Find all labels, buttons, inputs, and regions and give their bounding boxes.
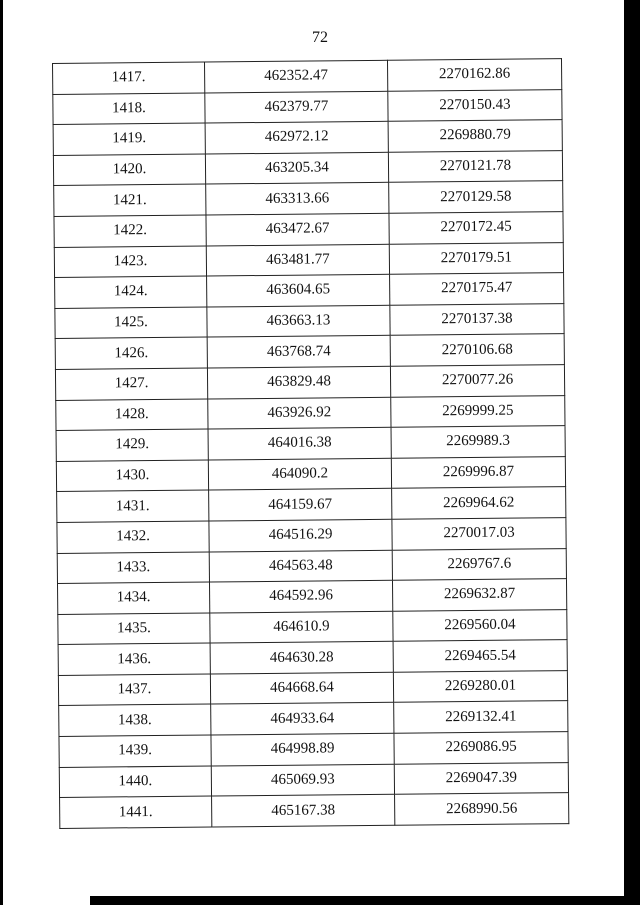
y-coordinate-cell: 2269767.6 <box>392 548 566 580</box>
point-number-cell: 1429. <box>56 429 208 461</box>
table-row <box>59 762 568 797</box>
x-coordinate-cell: 463313.66 <box>206 183 389 215</box>
x-coordinate-cell: 463205.34 <box>205 152 388 184</box>
y-coordinate-cell: 2270162.86 <box>387 59 561 91</box>
point-number-cell: 1433. <box>57 552 209 584</box>
point-number-cell: 1424. <box>55 276 207 308</box>
table-row <box>53 150 562 185</box>
y-coordinate-cell: 2269996.87 <box>391 456 565 488</box>
table-row <box>55 334 564 369</box>
x-coordinate-cell: 464159.67 <box>209 489 392 521</box>
point-number-cell: 1432. <box>57 521 209 553</box>
y-coordinate-cell: 2270121.78 <box>388 150 562 182</box>
point-number-cell: 1437. <box>58 674 210 706</box>
point-number-cell: 1423. <box>54 246 206 278</box>
y-coordinate-cell: 2269047.39 <box>394 762 568 794</box>
x-coordinate-cell: 463481.77 <box>206 244 389 276</box>
y-coordinate-cell: 2269999.25 <box>391 395 565 427</box>
x-coordinate-cell: 464090.2 <box>208 458 391 490</box>
y-coordinate-cell: 2270175.47 <box>390 273 564 305</box>
scan-edge-right-top <box>630 0 640 30</box>
x-coordinate-cell: 464998.89 <box>211 733 394 765</box>
point-number-cell: 1425. <box>55 307 207 339</box>
table-row <box>58 670 567 705</box>
x-coordinate-cell: 464933.64 <box>211 703 394 735</box>
table-row <box>56 426 565 461</box>
point-number-cell: 1418. <box>53 93 205 125</box>
x-coordinate-cell: 464630.28 <box>210 642 393 674</box>
table-row <box>57 487 566 522</box>
y-coordinate-cell: 2270017.03 <box>392 517 566 549</box>
y-coordinate-cell: 2269086.95 <box>394 732 568 764</box>
point-number-cell: 1417. <box>53 62 205 94</box>
point-number-cell: 1439. <box>59 735 211 767</box>
scan-edge-bottom <box>90 896 624 905</box>
table-row <box>57 548 566 583</box>
y-coordinate-cell: 2269560.04 <box>393 609 567 641</box>
scan-edge-right <box>624 0 640 905</box>
y-coordinate-cell: 2270137.38 <box>390 303 564 335</box>
point-number-cell: 1419. <box>53 123 205 155</box>
y-coordinate-cell: 2270077.26 <box>390 365 564 397</box>
table-row <box>53 89 562 124</box>
y-coordinate-cell: 2269280.01 <box>393 670 567 702</box>
scan-edge-left <box>0 0 3 905</box>
point-number-cell: 1435. <box>58 613 210 645</box>
table-row <box>53 59 562 94</box>
x-coordinate-cell: 463472.67 <box>206 213 389 245</box>
point-number-cell: 1420. <box>53 154 205 186</box>
table-row <box>55 273 564 308</box>
x-coordinate-cell: 464668.64 <box>210 672 393 704</box>
point-number-cell: 1422. <box>54 215 206 247</box>
x-coordinate-cell: 463768.74 <box>207 336 390 368</box>
table-row <box>60 793 569 828</box>
coordinates-table-body <box>53 59 569 829</box>
point-number-cell: 1427. <box>55 368 207 400</box>
point-number-cell: 1436. <box>58 643 210 675</box>
x-coordinate-cell: 462379.77 <box>205 91 388 123</box>
table-row <box>53 120 562 155</box>
y-coordinate-cell: 2270106.68 <box>390 334 564 366</box>
y-coordinate-cell: 2268990.56 <box>395 793 569 825</box>
table-row <box>57 517 566 552</box>
point-number-cell: 1428. <box>56 399 208 431</box>
table-row <box>57 579 566 614</box>
table-row <box>56 395 565 430</box>
x-coordinate-cell: 463926.92 <box>208 397 391 429</box>
y-coordinate-cell: 2269632.87 <box>392 579 566 611</box>
point-number-cell: 1438. <box>59 704 211 736</box>
y-coordinate-cell: 2269964.62 <box>392 487 566 519</box>
y-coordinate-cell: 2270179.51 <box>389 242 563 274</box>
table-row <box>59 732 568 767</box>
x-coordinate-cell: 464563.48 <box>209 550 392 582</box>
table-row <box>54 181 563 216</box>
page-number: 72 <box>312 29 328 46</box>
point-number-cell: 1421. <box>54 184 206 216</box>
x-coordinate-cell: 463663.13 <box>207 305 390 337</box>
table-row <box>55 365 564 400</box>
y-coordinate-cell: 2269132.41 <box>394 701 568 733</box>
x-coordinate-cell: 462352.47 <box>204 60 387 92</box>
x-coordinate-cell: 464610.9 <box>210 611 393 643</box>
point-number-cell: 1434. <box>57 582 209 614</box>
y-coordinate-cell: 2270172.45 <box>389 212 563 244</box>
point-number-cell: 1430. <box>56 460 208 492</box>
point-number-cell: 1441. <box>60 796 212 828</box>
y-coordinate-cell: 2269989.3 <box>391 426 565 458</box>
point-number-cell: 1431. <box>57 490 209 522</box>
y-coordinate-cell: 2270129.58 <box>389 181 563 213</box>
x-coordinate-cell: 465069.93 <box>211 764 394 796</box>
x-coordinate-cell: 465167.38 <box>212 794 395 826</box>
coordinates-table <box>52 58 569 829</box>
y-coordinate-cell: 2270150.43 <box>388 89 562 121</box>
x-coordinate-cell: 464516.29 <box>209 519 392 551</box>
table-row <box>59 701 568 736</box>
table-row <box>58 640 567 675</box>
point-number-cell: 1426. <box>55 337 207 369</box>
table-row <box>55 303 564 338</box>
table-row <box>54 242 563 277</box>
x-coordinate-cell: 462972.12 <box>205 121 388 153</box>
x-coordinate-cell: 464016.38 <box>208 427 391 459</box>
table-row <box>58 609 567 644</box>
y-coordinate-cell: 2269465.54 <box>393 640 567 672</box>
x-coordinate-cell: 463829.48 <box>207 366 390 398</box>
x-coordinate-cell: 463604.65 <box>207 274 390 306</box>
point-number-cell: 1440. <box>59 766 211 798</box>
x-coordinate-cell: 464592.96 <box>209 580 392 612</box>
table-row <box>54 212 563 247</box>
table-row <box>56 456 565 491</box>
y-coordinate-cell: 2269880.79 <box>388 120 562 152</box>
